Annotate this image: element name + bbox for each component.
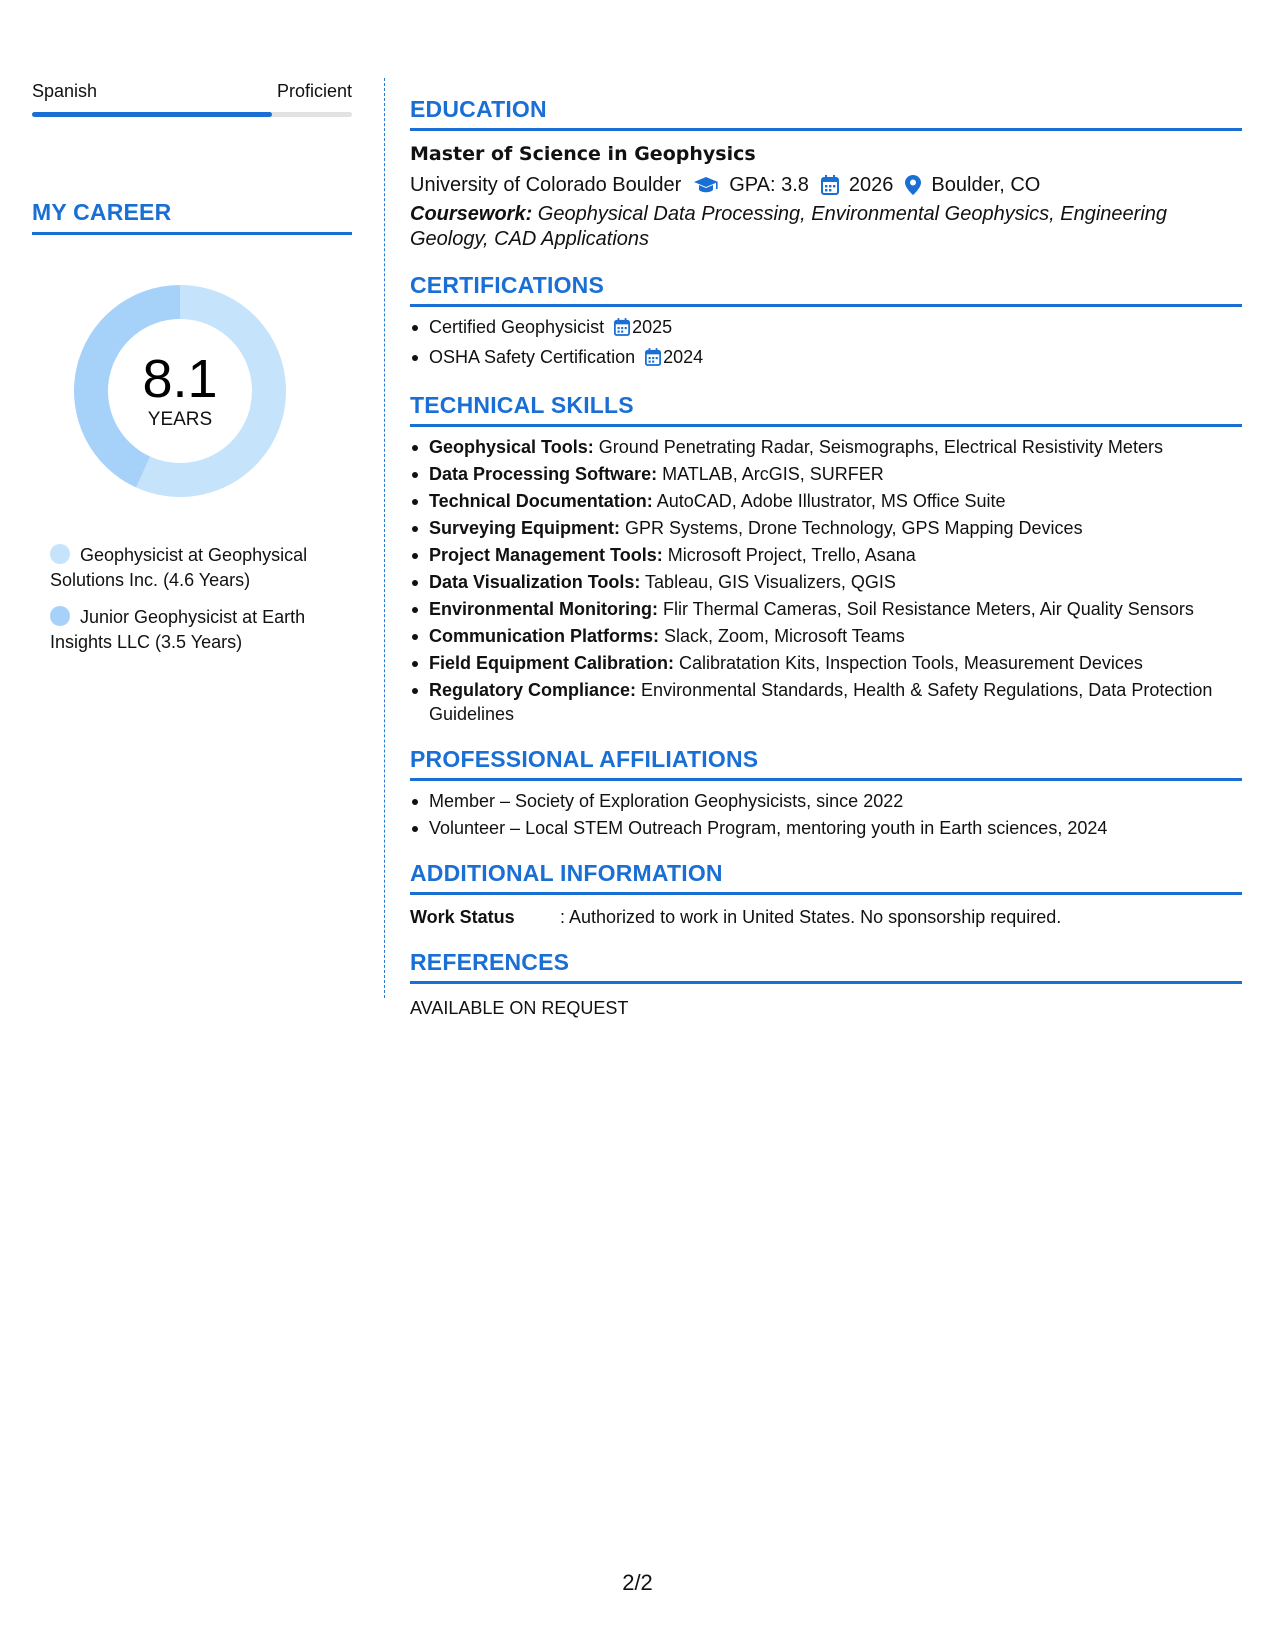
graduation-year: 2026 bbox=[848, 174, 894, 196]
language-level: Proficient bbox=[276, 81, 352, 101]
certification-year: 2024 bbox=[663, 347, 704, 367]
work-status-value: : Authorized to work in United States. No sponsorship required. bbox=[560, 907, 1062, 927]
calendar-icon bbox=[645, 348, 661, 372]
list-item bbox=[410, 462, 1242, 486]
language-row bbox=[32, 80, 352, 102]
skill-value: GPR Systems, Drone Technology, GPS Mapping Devices bbox=[620, 518, 1083, 538]
language-name: Spanish bbox=[32, 81, 98, 101]
list-item bbox=[410, 543, 1242, 567]
affiliations-list bbox=[410, 789, 1242, 840]
list-item bbox=[410, 678, 1242, 726]
skill-label: Technical Documentation: bbox=[429, 491, 653, 511]
skill-value: AutoCAD, Adobe Illustrator, MS Office Suite bbox=[652, 491, 1006, 511]
references-text: AVAILABLE ON REQUEST bbox=[410, 998, 629, 1018]
skills-heading: TECHNICAL SKILLS bbox=[410, 392, 1242, 427]
list-item bbox=[410, 651, 1242, 675]
certifications-heading: CERTIFICATIONS bbox=[410, 272, 1242, 307]
skill-label: Field Equipment Calibration: bbox=[429, 653, 675, 673]
language-proficiency-fill bbox=[32, 112, 272, 117]
list-item bbox=[410, 345, 1242, 372]
page-number: 2/2 bbox=[622, 1570, 653, 1595]
list-item bbox=[410, 489, 1242, 513]
skill-value: Tableau, GIS Visualizers, QGIS bbox=[640, 572, 896, 592]
calendar-icon bbox=[614, 318, 630, 342]
skill-value: Calibratation Kits, Inspection Tools, Measurement Devices bbox=[674, 653, 1143, 673]
references-section bbox=[410, 949, 1242, 1020]
gpa: GPA: 3.8 bbox=[729, 174, 809, 196]
certification-name: OSHA Safety Certification bbox=[429, 347, 636, 367]
skills-list bbox=[410, 435, 1242, 726]
coursework-list: Geophysical Data Processing, Environmental Geophysics, Engineering Geology, CAD Applications bbox=[410, 203, 1168, 250]
career-legend bbox=[32, 543, 352, 655]
skill-label: Communication Platforms: bbox=[429, 626, 660, 646]
school-name: University of Colorado Boulder bbox=[410, 174, 682, 196]
skill-label: Project Management Tools: bbox=[429, 545, 663, 565]
affiliations-heading: PROFESSIONAL AFFILIATIONS bbox=[410, 746, 1242, 781]
degree-title: Master of Science in Geophysics bbox=[410, 143, 756, 165]
skill-label: Surveying Equipment: bbox=[429, 518, 621, 538]
career-legend-item bbox=[50, 605, 352, 655]
list-item bbox=[410, 435, 1242, 459]
legend-dot bbox=[50, 606, 70, 626]
skill-label: Regulatory Compliance: bbox=[429, 680, 637, 700]
work-status-label: Work Status bbox=[410, 907, 515, 927]
skill-value: Environmental Standards, Health & Safety Regulations, Data Protection Guidelines bbox=[429, 680, 1213, 724]
education-heading: EDUCATION bbox=[410, 96, 1242, 131]
skill-label: Data Processing Software: bbox=[429, 464, 658, 484]
work-status-row bbox=[410, 905, 1242, 929]
skill-label: Environmental Monitoring: bbox=[429, 599, 658, 619]
skills-section bbox=[410, 392, 1242, 726]
map-pin-icon bbox=[905, 175, 921, 195]
list-item bbox=[410, 516, 1242, 540]
career-role-label: Junior Geophysicist at Earth Insights LLC (3.5 Years) bbox=[50, 607, 306, 652]
additional-info-section bbox=[410, 860, 1242, 929]
language-proficiency-bar bbox=[32, 112, 352, 117]
list-item: Member – Society of Exploration Geophysicists, since 2022 bbox=[410, 789, 1242, 813]
career-donut-chart bbox=[66, 277, 294, 505]
left-column bbox=[32, 80, 352, 667]
career-legend-item bbox=[50, 543, 352, 593]
education-section bbox=[410, 96, 1242, 252]
list-item: Volunteer – Local STEM Outreach Program, mentoring youth in Earth sciences, 2024 bbox=[410, 816, 1242, 840]
skill-value: Slack, Zoom, Microsoft Teams bbox=[659, 626, 905, 646]
certification-year: 2025 bbox=[632, 317, 673, 337]
column-divider bbox=[384, 78, 385, 998]
skill-label: Geophysical Tools: bbox=[429, 437, 594, 457]
list-item bbox=[410, 315, 1242, 342]
coursework-label: Coursework: bbox=[410, 203, 533, 225]
career-role-label: Geophysicist at Geophysical Solutions Inc. (4.6 Years) bbox=[50, 545, 308, 590]
right-column bbox=[410, 96, 1242, 1040]
calendar-icon bbox=[821, 175, 839, 195]
certifications-list bbox=[410, 315, 1242, 372]
list-item bbox=[410, 597, 1242, 621]
education-details bbox=[410, 171, 1242, 199]
career-total-value: 8.1 bbox=[142, 349, 218, 409]
graduation-cap-icon bbox=[693, 176, 719, 194]
skill-value: Microsoft Project, Trello, Asana bbox=[662, 545, 916, 565]
references-heading: REFERENCES bbox=[410, 949, 1242, 984]
skill-label: Data Visualization Tools: bbox=[429, 572, 641, 592]
donut-center bbox=[66, 277, 294, 505]
skill-value: MATLAB, ArcGIS, SURFER bbox=[657, 464, 884, 484]
certifications-section bbox=[410, 272, 1242, 372]
career-heading: MY CAREER bbox=[32, 199, 352, 235]
list-item bbox=[410, 624, 1242, 648]
list-item bbox=[410, 570, 1242, 594]
affiliations-section bbox=[410, 746, 1242, 840]
career-total-unit: YEARS bbox=[147, 409, 213, 430]
coursework bbox=[410, 202, 1242, 252]
skill-value: Ground Penetrating Radar, Seismographs, Electrical Resistivity Meters bbox=[593, 437, 1163, 457]
additional-info-heading: ADDITIONAL INFORMATION bbox=[410, 860, 1242, 895]
skill-value: Flir Thermal Cameras, Soil Resistance Meters, Air Quality Sensors bbox=[658, 599, 1194, 619]
certification-name: Certified Geophysicist bbox=[429, 317, 605, 337]
legend-dot bbox=[50, 544, 70, 564]
school-location: Boulder, CO bbox=[931, 174, 1041, 196]
